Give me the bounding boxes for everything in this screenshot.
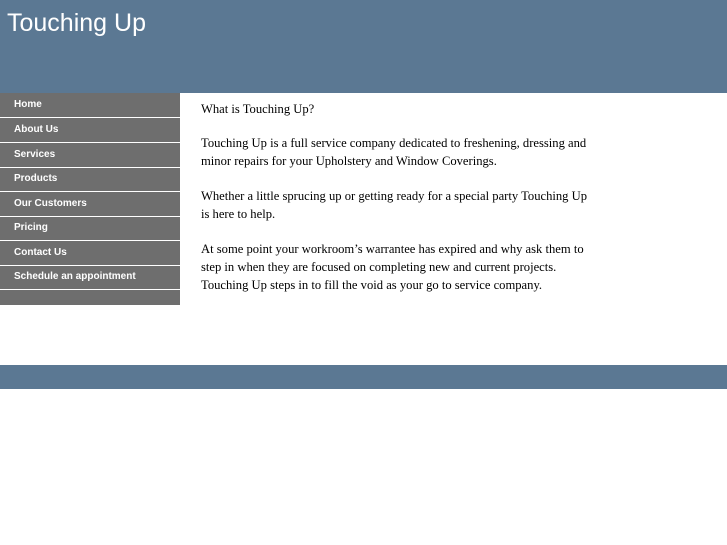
main-content bbox=[201, 100, 591, 294]
nav-item-contact-us[interactable] bbox=[0, 241, 180, 266]
content-paragraph-help: Whether a little sprucing up or getting ready for a special party Touching Up is here to help. bbox=[201, 189, 588, 221]
sidebar-nav bbox=[0, 93, 180, 305]
nav-item-products[interactable] bbox=[0, 167, 180, 192]
nav-item-schedule-appointment[interactable] bbox=[0, 265, 180, 290]
nav-item-pricing[interactable] bbox=[0, 216, 180, 241]
nav-item-label: Home bbox=[14, 99, 42, 110]
content-paragraph-intro: Touching Up is a full service company dedicated to freshening, dressing and minor repairs for your Upholstery and Window Coverings. bbox=[201, 136, 587, 168]
nav-item-label: Our Customers bbox=[14, 198, 87, 209]
site-footer bbox=[0, 365, 727, 389]
nav-item-label: Pricing bbox=[14, 222, 48, 233]
nav-item-services[interactable] bbox=[0, 143, 180, 168]
content-question: What is Touching Up? bbox=[201, 102, 315, 116]
nav-item-our-customers[interactable] bbox=[0, 192, 180, 217]
nav-item-label: About Us bbox=[14, 124, 59, 135]
nav-item-home[interactable] bbox=[0, 93, 180, 118]
nav-item-label: Products bbox=[14, 173, 58, 184]
nav-item-label: Contact Us bbox=[14, 247, 67, 258]
site-title: Touching Up bbox=[7, 9, 146, 37]
nav-item-label: Schedule an appointment bbox=[14, 271, 136, 282]
nav-item-label: Services bbox=[14, 149, 56, 160]
nav-item-about-us[interactable] bbox=[0, 118, 180, 143]
content-paragraph-warrantee: At some point your workroom’s warrantee has expired and why ask them to step in when they are focused on completing new and current projects. Touching Up steps in to fill the void as your go to service company. bbox=[201, 242, 584, 292]
site-header bbox=[0, 0, 727, 93]
